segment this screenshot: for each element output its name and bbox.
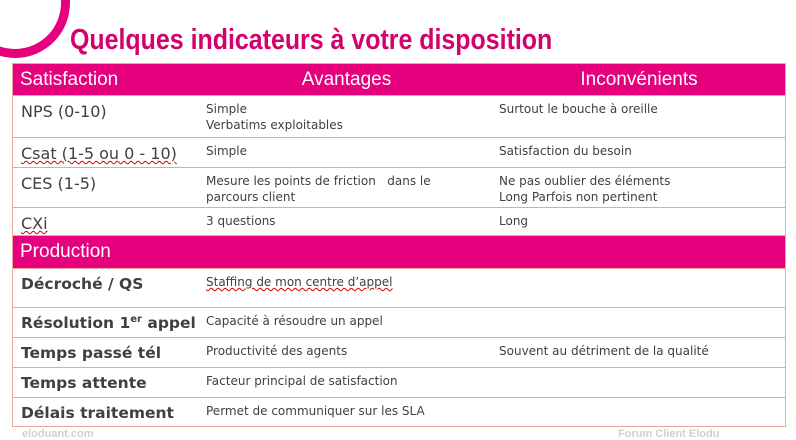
row-label-text: Résolution 1	[21, 314, 131, 333]
decorative-corner-arc	[0, 0, 79, 67]
drawbacks-cell	[493, 398, 785, 426]
drawbacks-cell	[493, 96, 785, 138]
table-row	[13, 308, 785, 338]
page-title: Quelques indicateurs à votre disposition	[70, 24, 553, 56]
footer-website: eloduant.com	[22, 428, 94, 440]
table-row	[13, 398, 785, 426]
table-row	[13, 96, 785, 138]
drawback-line: Ne pas oublier des éléments	[499, 174, 671, 188]
row-label-decroche: Décroché / QS	[13, 269, 200, 308]
drawbacks-cell	[493, 168, 785, 208]
drawbacks-cell	[493, 368, 785, 398]
drawbacks-cell	[493, 208, 785, 236]
advantages-cell	[200, 269, 493, 308]
header-satisfaction: Satisfaction	[13, 64, 200, 96]
row-label-text: appel	[141, 314, 196, 333]
header-avantages: Avantages	[200, 64, 493, 96]
drawbacks-cell	[493, 308, 785, 338]
advantage-line: Verbatims exploitables	[206, 118, 343, 132]
advantages-cell	[200, 138, 493, 168]
section-production: Production	[13, 236, 785, 269]
table-row	[13, 138, 785, 168]
section-header-row	[13, 236, 785, 269]
table-row	[13, 368, 785, 398]
row-label-superscript: er	[130, 314, 142, 325]
row-label-temps-attente: Temps attente	[13, 368, 200, 398]
advantage-line: 3 questions	[206, 214, 276, 228]
footer-event: Forum Client Elodu	[618, 428, 720, 440]
row-label-csat	[13, 138, 200, 168]
row-label-text: Csat (1-5 ou 0 - 10)	[21, 144, 177, 163]
table-header-row	[13, 64, 785, 96]
advantages-cell: Permet de communiquer sur les SLA	[206, 404, 425, 418]
advantage-line: Staffing de mon centre d’appel	[206, 275, 393, 289]
advantage-line: parcours client	[206, 190, 296, 204]
advantages-cell	[200, 96, 493, 138]
row-label-text: CXi	[21, 214, 48, 233]
row-label-delais: Délais traitement	[21, 404, 174, 422]
row-label-ces: CES (1-5)	[13, 168, 200, 208]
row-label-resolution	[13, 308, 200, 338]
drawbacks-cell	[493, 269, 785, 308]
advantages-cell	[200, 208, 493, 236]
drawback-line: Satisfaction du besoin	[499, 144, 632, 158]
row-label-cxi	[13, 208, 200, 236]
advantages-cell: Capacité à résoudre un appel	[200, 308, 493, 338]
row-label-nps: NPS (0-10)	[13, 96, 200, 138]
advantages-cell: Productivité des agents	[200, 338, 493, 368]
table-row	[13, 338, 785, 368]
table-row	[13, 269, 785, 308]
advantage-line: Simple	[206, 102, 247, 116]
drawbacks-cell: Souvent au détriment de la qualité	[493, 338, 785, 368]
drawbacks-cell	[493, 138, 785, 168]
drawback-line: Long	[499, 214, 529, 228]
table-row	[13, 208, 785, 236]
advantage-line: Mesure les points de friction dans le	[206, 174, 431, 188]
advantages-cell: Facteur principal de satisfaction	[200, 368, 493, 398]
indicators-table	[12, 63, 786, 427]
drawback-line: Long Parfois non pertinent	[499, 190, 658, 204]
row-label-temps-passe: Temps passé tél	[13, 338, 200, 368]
advantages-cell	[200, 168, 493, 208]
table-row	[13, 168, 785, 208]
advantage-line: Simple	[206, 144, 247, 158]
header-inconvenients: Inconvénients	[493, 64, 785, 96]
drawback-line: Surtout le bouche à oreille	[499, 102, 658, 116]
